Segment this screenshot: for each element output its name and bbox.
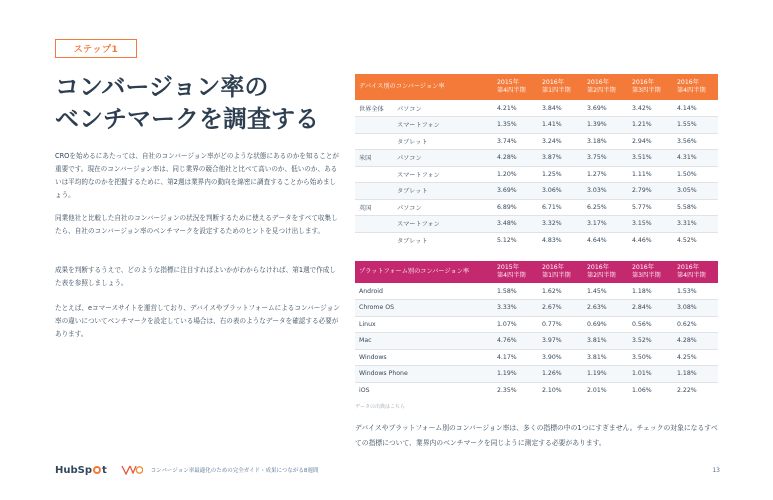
table-row	[355, 232, 718, 249]
device-cell: タブレット	[397, 238, 428, 245]
value-cell: 3.48%	[493, 216, 538, 233]
paragraph-4: たとえば、eコマースサイトを運営しており、デバイスやプラットフォームによるコンバージョン率の違いについてベンチマークを設定している場合は、右の表のようなデータを確認する必要があります。	[55, 304, 340, 338]
value-cell: 5.58%	[673, 199, 718, 216]
value-cell: 2.10%	[542, 387, 562, 394]
column-header: 2016年 第2四半期	[583, 261, 628, 283]
region-cell: 英国	[355, 199, 393, 216]
value-cell: 3.03%	[583, 183, 628, 200]
page-number: 13	[712, 466, 720, 474]
region-cell	[355, 117, 393, 134]
platform-cell: iOS	[359, 387, 370, 394]
value-cell: 3.05%	[673, 183, 718, 200]
value-cell: 1.50%	[673, 166, 718, 183]
value-cell: 3.18%	[583, 133, 628, 150]
value-cell: 4.17%	[493, 349, 538, 366]
value-cell: 1.45%	[583, 283, 628, 300]
column-header: 2016年 第4四半期	[673, 74, 718, 100]
paragraph-2: 同業他社と比較した自社のコンバージョンの状況を判断するために使えるデータをすべて収集したら、自社のコンバージョン率のベンチマークを設定するためのヒントを見つけ出します。	[55, 214, 338, 235]
value-cell: 1.19%	[583, 366, 628, 383]
platform-cell: Mac	[355, 333, 493, 350]
summary-text: デバイスやプラットフォーム別のコンバージョン率は、多くの指標の中の1つにすぎません。チェックの対象になるすべての指標について、業界内のベンチマークを同じように測定する必要があります。	[355, 424, 718, 447]
value-cell: 3.97%	[538, 333, 583, 350]
value-cell: 2.94%	[628, 133, 673, 150]
device-cell: タブレット	[393, 183, 493, 200]
value-cell: 3.81%	[583, 349, 628, 366]
paragraph-1: CROを始めるにあたっては、自社のコンバージョン率がどのような状態にあるのかを知ることが重要です。現在のコンバージョン率は、同じ業界の競合他社と比べて高いのか、低いのか、あるいは平均的なのかを把握するために、第2週は業界内の動向を綿密に調査することから始めましょう。	[55, 152, 339, 199]
value-cell: 1.55%	[673, 117, 718, 134]
value-cell: 3.31%	[673, 216, 718, 233]
value-cell: 2.84%	[628, 300, 673, 317]
value-cell: 2.22%	[677, 387, 697, 394]
value-cell: 3.52%	[628, 333, 673, 350]
region-cell	[355, 133, 393, 150]
value-cell: 1.19%	[493, 366, 538, 383]
column-header: 2015年 第4四半期	[493, 261, 538, 283]
value-cell: 4.21%	[493, 100, 538, 117]
column-header: 2016年 第3四半期	[628, 261, 673, 283]
value-cell: 3.17%	[583, 216, 628, 233]
value-cell: 1.18%	[673, 366, 718, 383]
value-cell: 4.52%	[677, 237, 697, 244]
device-cell: スマートフォン	[393, 117, 493, 134]
value-cell: 1.07%	[493, 316, 538, 333]
sprocket-icon	[93, 466, 101, 474]
region-cell	[355, 183, 393, 200]
device-table-header: デバイス別のコンバージョン率	[355, 74, 493, 100]
value-cell: 3.06%	[538, 183, 583, 200]
table-row	[355, 216, 718, 233]
table-row	[355, 333, 718, 350]
region-cell	[355, 216, 393, 233]
footer	[55, 463, 720, 477]
table-row	[355, 300, 718, 317]
value-cell: 3.74%	[493, 133, 538, 150]
platform-cell: Android	[355, 283, 493, 300]
value-cell: 4.14%	[673, 100, 718, 117]
title-line-2: ベンチマークを調査する	[55, 105, 319, 133]
value-cell: 1.39%	[583, 117, 628, 134]
value-cell: 1.01%	[628, 366, 673, 383]
device-cell: スマートフォン	[393, 166, 493, 183]
column-header: 2016年 第1四半期	[538, 74, 583, 100]
table-row	[355, 316, 718, 333]
table-row	[355, 150, 718, 167]
column-header: 2016年 第4四半期	[673, 261, 718, 283]
table-row	[355, 366, 718, 383]
value-cell: 4.31%	[673, 150, 718, 167]
value-cell: 3.56%	[673, 133, 718, 150]
value-cell: 1.58%	[493, 283, 538, 300]
value-cell: 1.41%	[538, 117, 583, 134]
region-cell: 世界全体	[355, 100, 393, 117]
table-row	[355, 349, 718, 366]
value-cell: 6.71%	[538, 199, 583, 216]
device-cell: スマートフォン	[393, 216, 493, 233]
value-cell: 2.67%	[538, 300, 583, 317]
platform-cell: Windows Phone	[355, 366, 493, 383]
value-cell: 5.12%	[497, 237, 517, 244]
value-cell: 3.33%	[493, 300, 538, 317]
value-cell: 3.87%	[538, 150, 583, 167]
column-header: 2015年 第4四半期	[493, 74, 538, 100]
column-header: 2016年 第3四半期	[628, 74, 673, 100]
device-cell: パソコン	[393, 100, 493, 117]
value-cell: 3.75%	[583, 150, 628, 167]
value-cell: 4.64%	[587, 237, 607, 244]
table-row	[355, 382, 718, 399]
table-row	[355, 199, 718, 216]
value-cell: 2.35%	[497, 387, 517, 394]
value-cell: 4.76%	[493, 333, 538, 350]
platform-conversion-table	[355, 261, 718, 399]
value-cell: 1.20%	[493, 166, 538, 183]
hubspot-logo: HubSp t	[55, 464, 107, 476]
source-link[interactable]: データの出典はこちら	[355, 404, 406, 410]
value-cell: 1.62%	[538, 283, 583, 300]
device-cell: パソコン	[393, 150, 493, 167]
value-cell: 3.50%	[628, 349, 673, 366]
column-header: 2016年 第1四半期	[538, 261, 583, 283]
table-row	[355, 100, 718, 117]
value-cell: 1.06%	[632, 387, 652, 394]
value-cell: 0.62%	[673, 316, 718, 333]
value-cell: 6.25%	[583, 199, 628, 216]
region-cell	[355, 232, 393, 249]
value-cell: 3.32%	[538, 216, 583, 233]
value-cell: 4.83%	[542, 237, 562, 244]
table-row	[355, 166, 718, 183]
value-cell: 3.84%	[538, 100, 583, 117]
value-cell: 0.69%	[583, 316, 628, 333]
value-cell: 5.77%	[628, 199, 673, 216]
value-cell: 0.77%	[538, 316, 583, 333]
value-cell: 1.11%	[628, 166, 673, 183]
value-cell: 3.81%	[583, 333, 628, 350]
value-cell: 1.53%	[673, 283, 718, 300]
platform-cell: Linux	[355, 316, 493, 333]
page-title	[55, 71, 345, 135]
platform-cell: Windows	[355, 349, 493, 366]
table-row	[355, 133, 718, 150]
footer-text: コンバージョン率最適化のための完全ガイド・成果につながる8週間	[150, 468, 319, 474]
value-cell: 1.25%	[538, 166, 583, 183]
value-cell: 3.69%	[493, 183, 538, 200]
value-cell: 3.42%	[628, 100, 673, 117]
region-cell: 米国	[355, 150, 393, 167]
device-conversion-table	[355, 74, 718, 249]
device-cell: パソコン	[393, 199, 493, 216]
value-cell: 3.51%	[628, 150, 673, 167]
value-cell: 3.90%	[538, 349, 583, 366]
value-cell: 4.46%	[632, 237, 652, 244]
value-cell: 3.69%	[583, 100, 628, 117]
vwo-logo-icon	[121, 465, 143, 475]
table-row	[355, 283, 718, 300]
step-badge: ステップ1	[55, 39, 137, 58]
paragraph-3: 成果を判断するうえで、どのような指標に注目すればよいかがわからなければ、第1週で作成した表を参照しましょう。	[55, 266, 336, 287]
value-cell: 1.21%	[628, 117, 673, 134]
table-row	[355, 117, 718, 134]
value-cell: 3.24%	[538, 133, 583, 150]
title-line-1: コンバージョン率の	[55, 73, 269, 101]
value-cell: 3.15%	[628, 216, 673, 233]
value-cell: 2.63%	[583, 300, 628, 317]
value-cell: 4.28%	[673, 333, 718, 350]
region-cell	[355, 166, 393, 183]
value-cell: 6.89%	[493, 199, 538, 216]
value-cell: 2.79%	[628, 183, 673, 200]
value-cell: 3.08%	[673, 300, 718, 317]
device-cell: タブレット	[393, 133, 493, 150]
column-header: 2016年 第2四半期	[583, 74, 628, 100]
value-cell: 4.28%	[493, 150, 538, 167]
platform-table-header: プラットフォーム別のコンバージョン率	[355, 261, 493, 283]
value-cell: 4.25%	[673, 349, 718, 366]
table-row	[355, 183, 718, 200]
value-cell: 2.01%	[587, 387, 607, 394]
value-cell: 1.26%	[538, 366, 583, 383]
value-cell: 1.35%	[493, 117, 538, 134]
platform-cell: Chrome OS	[355, 300, 493, 317]
value-cell: 1.18%	[628, 283, 673, 300]
value-cell: 0.56%	[628, 316, 673, 333]
value-cell: 1.27%	[583, 166, 628, 183]
